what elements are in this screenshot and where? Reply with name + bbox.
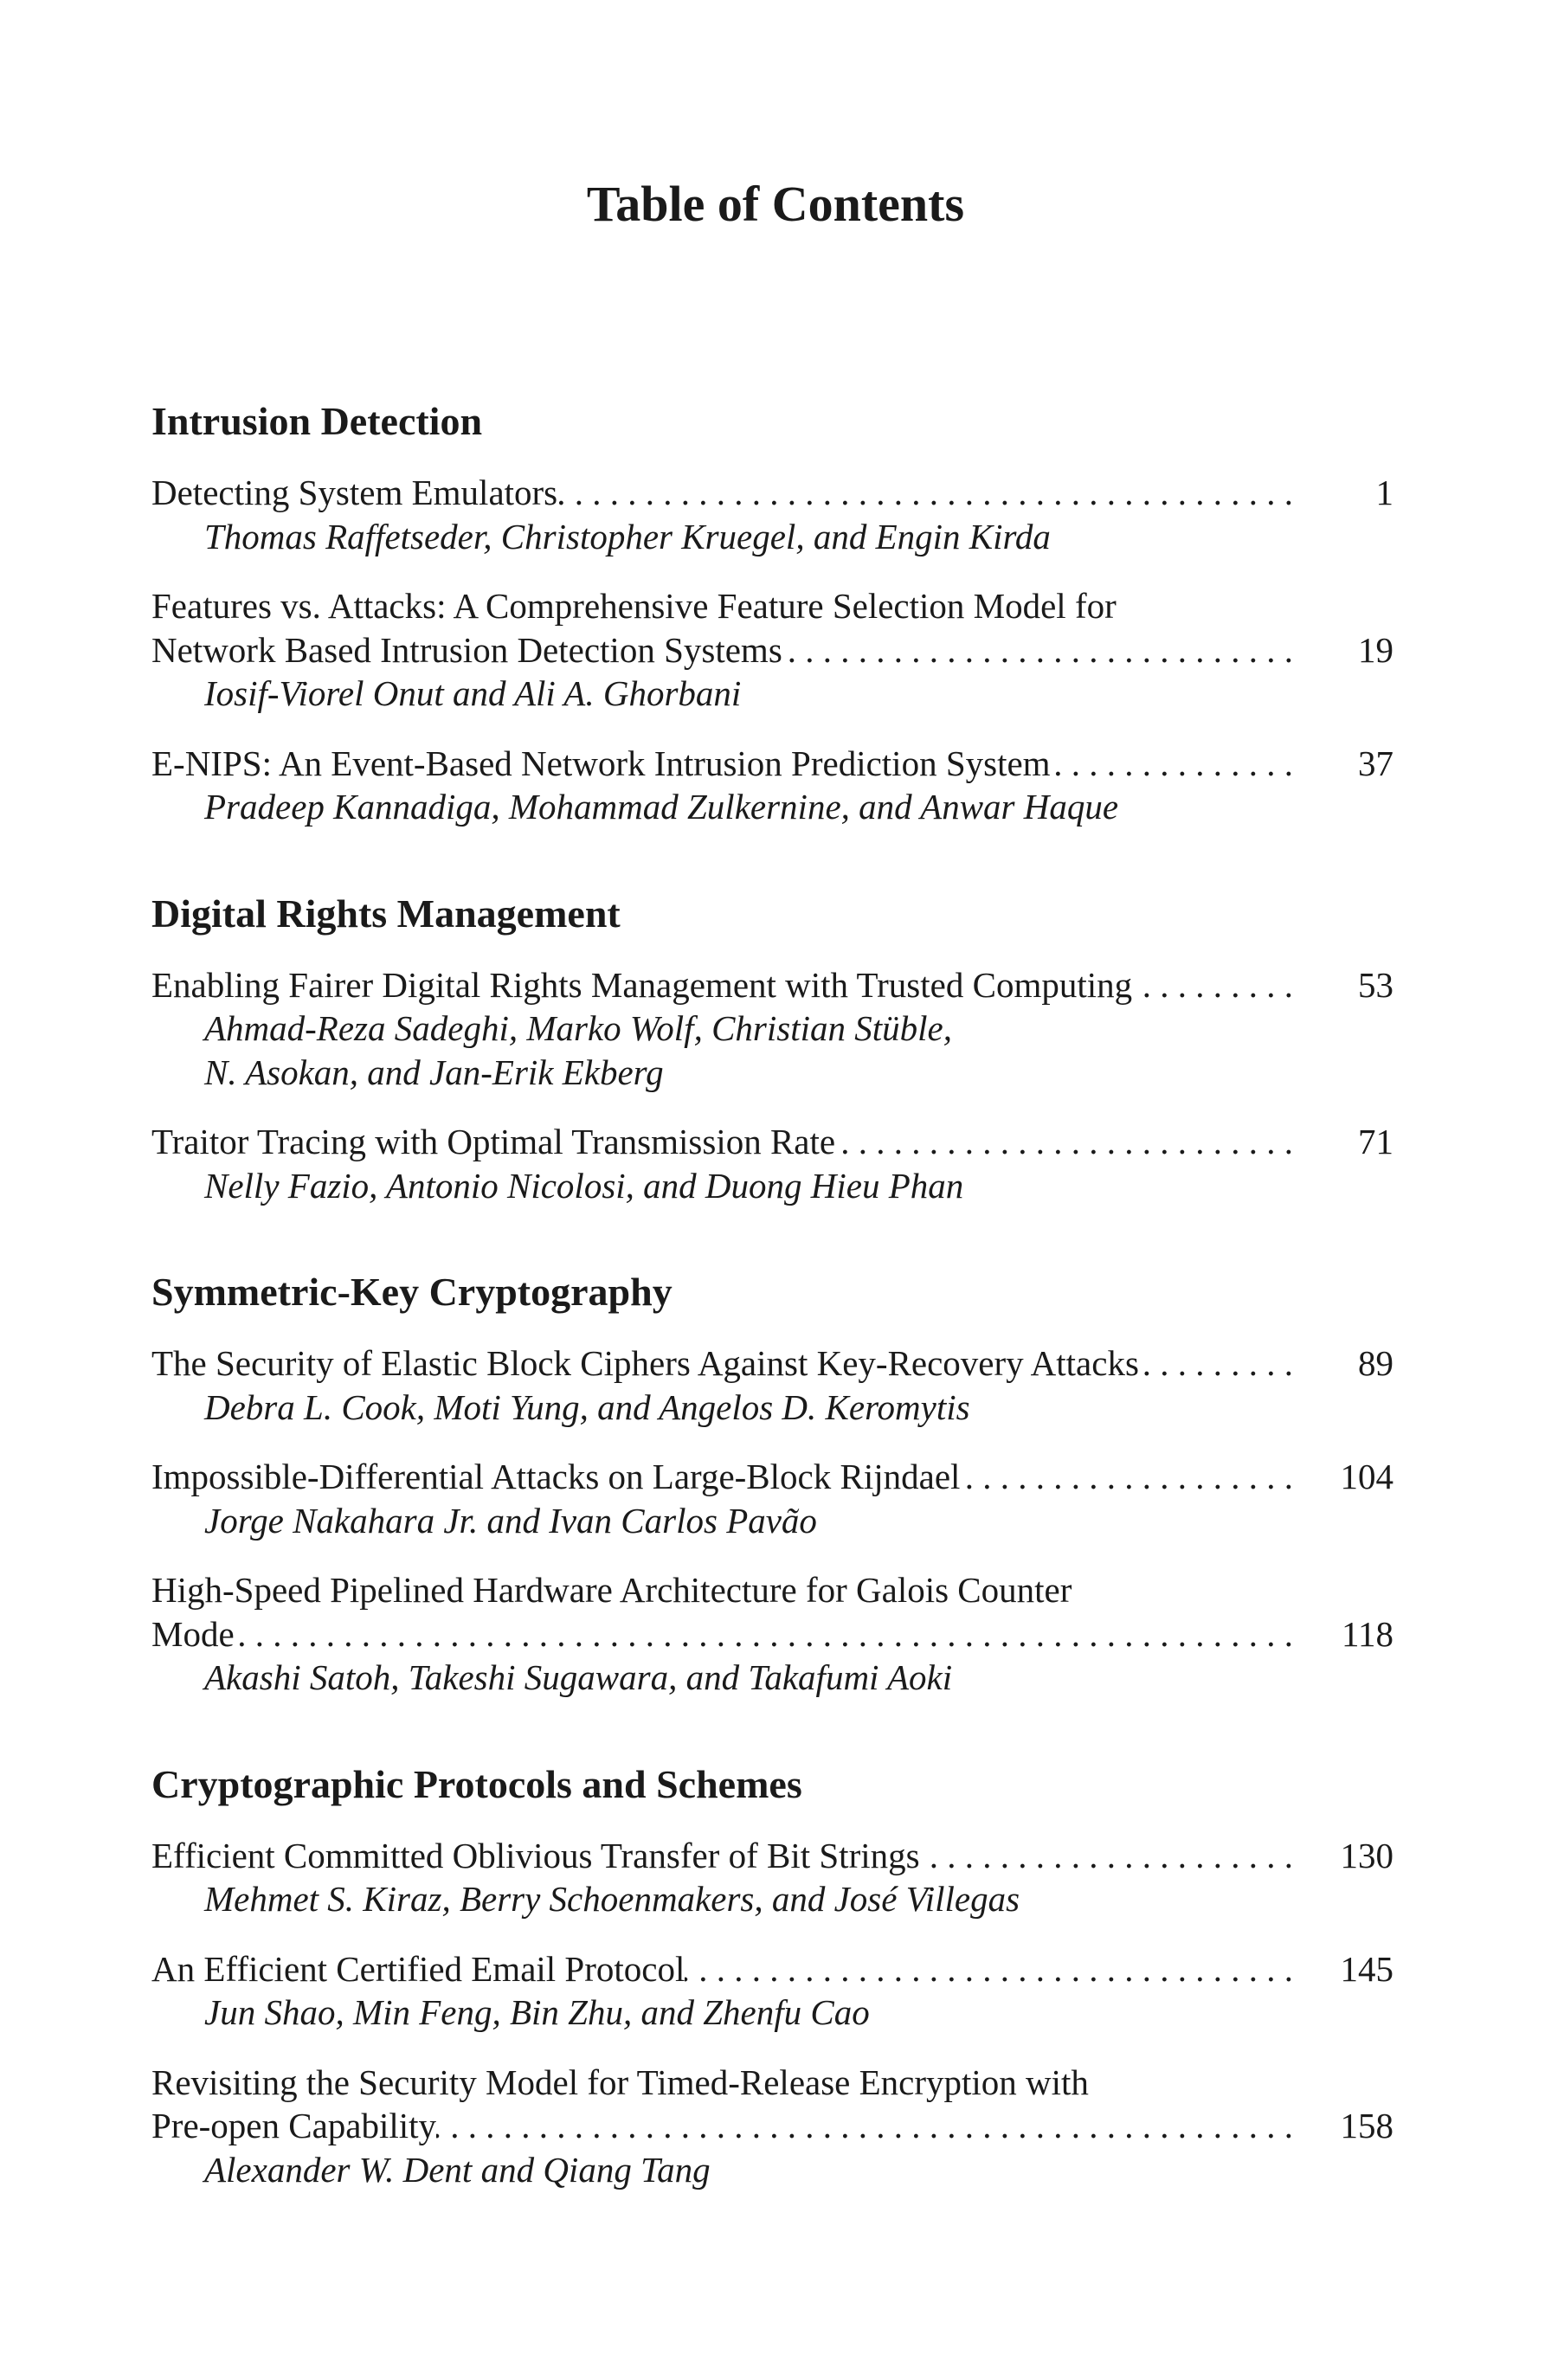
- entry-title-line[interactable]: Network Based Intrusion Detection Systems: [151, 629, 782, 670]
- entry-title-line[interactable]: Enabling Fairer Digital Rights Management with Trusted Computing: [151, 964, 1133, 1005]
- entry-authors: Jorge Nakahara Jr. and Ivan Carlos Pavão: [204, 1500, 817, 1541]
- page-number[interactable]: 145: [1340, 1948, 1393, 1989]
- toc-entry[interactable]: [151, 1455, 1393, 1542]
- toc-section: [151, 1270, 1393, 1700]
- page-number[interactable]: 158: [1340, 2106, 1393, 2145]
- entry-title-row[interactable]: [151, 1612, 1393, 1656]
- entry-title-line[interactable]: Efficient Committed Oblivious Transfer of Bit Strings: [151, 1835, 920, 1875]
- page-number[interactable]: 37: [1358, 743, 1393, 783]
- page-number[interactable]: 1: [1375, 473, 1393, 512]
- entry-title-line[interactable]: Impossible-Differential Attacks on Large-Block Rijndael: [151, 1457, 961, 1496]
- dot-leader: [835, 1120, 1293, 1164]
- dot-leader: [920, 1834, 1293, 1878]
- entry-title-row[interactable]: [151, 742, 1393, 786]
- entry-title-line[interactable]: Detecting System Emulators: [151, 473, 558, 512]
- dot-leader: [1139, 1341, 1293, 1386]
- page-title: Table of Contents: [586, 176, 965, 232]
- entry-title-line[interactable]: Mode: [151, 1613, 235, 1654]
- entry-title-line[interactable]: Pre-open Capability: [151, 2106, 437, 2145]
- toc-section: [151, 892, 1393, 1208]
- entry-authors: Iosif-Viorel Onut and Ali A. Ghorbani: [204, 673, 742, 713]
- entry-title-row[interactable]: [151, 963, 1393, 1007]
- toc-entry[interactable]: [151, 742, 1393, 829]
- page-number[interactable]: 130: [1340, 1835, 1393, 1875]
- entry-title-row[interactable]: [151, 1834, 1393, 1878]
- entry-title-line[interactable]: E-NIPS: An Event-Based Network Intrusion Prediction System: [151, 743, 1051, 783]
- entry-authors: Pradeep Kannadiga, Mohammad Zulkernine, and Anwar Haque: [204, 787, 1119, 827]
- entry-authors: Jun Shao, Min Feng, Bin Zhu, and Zhenfu Cao: [204, 1992, 870, 2032]
- entry-title-row[interactable]: [151, 1947, 1393, 1991]
- dot-leader: [557, 471, 1293, 515]
- dot-leader: [1132, 963, 1293, 1007]
- dot-leader: [960, 1455, 1293, 1499]
- toc-entry[interactable]: [151, 2061, 1393, 2192]
- toc-entry[interactable]: [151, 471, 1393, 558]
- dot-leader: [782, 628, 1293, 672]
- section-heading: Symmetric-Key Cryptography: [151, 1270, 673, 1314]
- entry-authors: Akashi Satoh, Takeshi Sugawara, and Takafumi Aoki: [204, 1657, 953, 1697]
- entry-title-line[interactable]: Features vs. Attacks: A Comprehensive Feature Selection Model for: [151, 586, 1117, 626]
- entry-authors: Mehmet S. Kiraz, Berry Schoenmakers, and José Villegas: [204, 1879, 1020, 1919]
- entry-title-line[interactable]: An Efficient Certified Email Protocol: [151, 1948, 685, 1989]
- dot-leader: [685, 1947, 1293, 1991]
- entry-title-row[interactable]: [151, 628, 1393, 672]
- entry-title-row[interactable]: [151, 1120, 1393, 1164]
- page-number[interactable]: 104: [1340, 1457, 1393, 1496]
- page-number[interactable]: 71: [1358, 1122, 1393, 1161]
- entry-authors: Debra L. Cook, Moti Yung, and Angelos D. Keromytis: [204, 1386, 970, 1427]
- toc-section: [151, 1763, 1393, 2192]
- dot-leader: [1051, 742, 1293, 786]
- toc-entry[interactable]: [151, 1120, 1393, 1207]
- section-heading: Digital Rights Management: [151, 891, 621, 936]
- toc-entry[interactable]: [151, 584, 1393, 716]
- toc-section: [151, 400, 1393, 829]
- entry-title-row[interactable]: [151, 2104, 1393, 2148]
- toc-entry[interactable]: [151, 1834, 1393, 1921]
- toc-entry[interactable]: [151, 1568, 1393, 1700]
- section-heading: Cryptographic Protocols and Schemes: [151, 1761, 802, 1806]
- dot-leader: [436, 2104, 1293, 2148]
- entry-title-row[interactable]: [151, 471, 1393, 515]
- toc-entry[interactable]: [151, 1947, 1393, 2035]
- entry-title-line[interactable]: Traitor Tracing with Optimal Transmission Rate: [151, 1122, 836, 1161]
- page-number[interactable]: 19: [1358, 629, 1393, 670]
- entry-title-line[interactable]: The Security of Elastic Block Ciphers Against Key-Recovery Attacks: [151, 1343, 1139, 1383]
- page-number[interactable]: 118: [1342, 1613, 1393, 1654]
- page-number[interactable]: 89: [1358, 1343, 1393, 1383]
- dot-leader: [235, 1612, 1293, 1656]
- entry-title-line[interactable]: High-Speed Pipelined Hardware Architecture for Galois Counter: [151, 1570, 1072, 1610]
- entry-authors: Alexander W. Dent and Qiang Tang: [204, 2149, 711, 2190]
- entry-title-row[interactable]: [151, 1455, 1393, 1499]
- entry-authors: N. Asokan, and Jan-Erik Ekberg: [204, 1052, 664, 1092]
- toc-entry[interactable]: [151, 1341, 1393, 1429]
- entry-authors: Nelly Fazio, Antonio Nicolosi, and Duong Hieu Phan: [204, 1165, 964, 1206]
- entry-authors: Ahmad-Reza Sadeghi, Marko Wolf, Christian Stüble,: [204, 1008, 952, 1048]
- table-of-contents: [151, 400, 1393, 2191]
- section-heading: Intrusion Detection: [151, 399, 483, 443]
- page-number[interactable]: 53: [1358, 964, 1393, 1005]
- toc-entry[interactable]: [151, 963, 1393, 1095]
- entry-title-line[interactable]: Revisiting the Security Model for Timed-Release Encryption with: [151, 2062, 1089, 2102]
- entry-authors: Thomas Raffetseder, Christopher Kruegel, and Engin Kirda: [204, 516, 1051, 556]
- entry-title-row[interactable]: [151, 1341, 1393, 1386]
